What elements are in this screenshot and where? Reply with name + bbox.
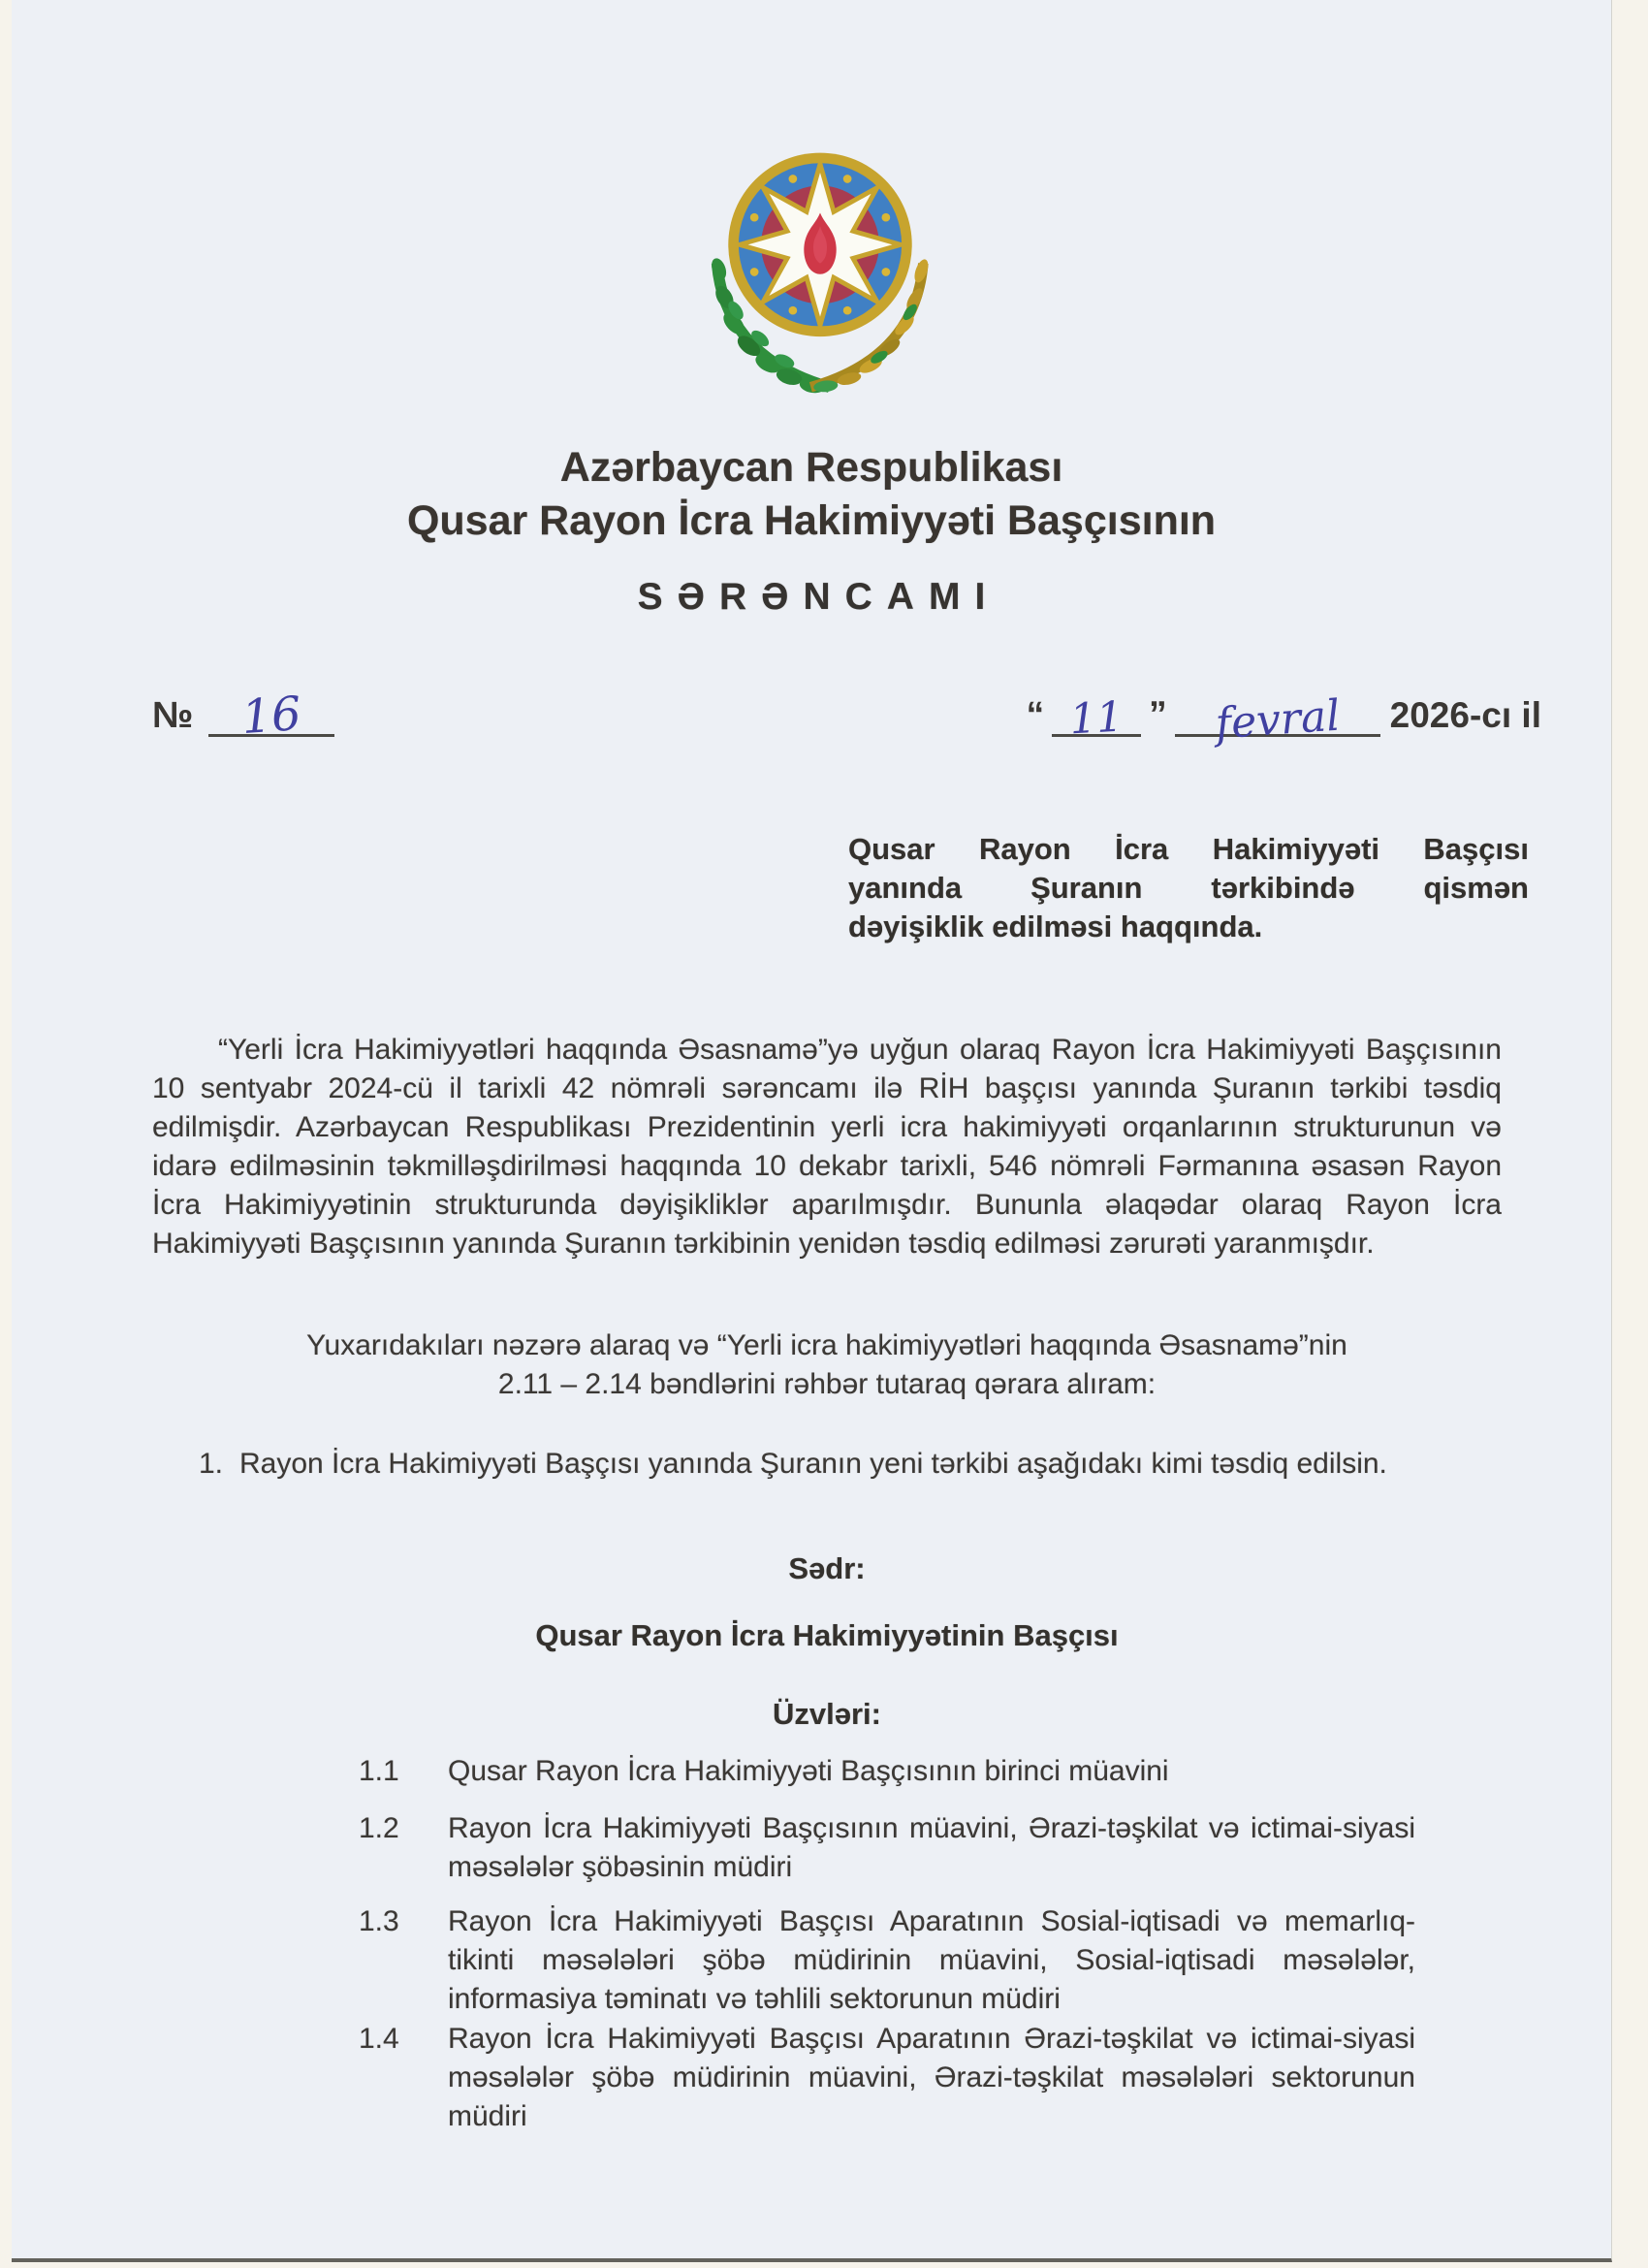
body-paragraph-1: “Yerli İcra Hakimiyyətləri haqqında Əsasnamə”yə uyğun olaraq Rayon İcra Hakimiyyəti Başçısının 10 sentyabr 2024-cü il tarixli 42 nömrəli sərəncamı ilə RİH başçısı yanında Şuranın tərkibi təsdiq edilmişdir. Azərbaycan Respublikası Prezidentinin yerli icra hakimiyyəti orqanlarının strukturunun və idarə edilməsinin təkmilləşdirilməsi haqqında 10 dekabr tarixli, 546 nömrəli Fərmanına əsasən Rayon İcra Hakimiyyətinin strukturunda dəyişikliklər aparılmışdır. Bununla əlaqədar olaraq Rayon İcra Hakimiyyəti Başçısının yanında Şuranın tərkibinin yenidən təsdiq edilməsi zərurəti yaranmışdır. (152, 1034, 1502, 1260)
member-text: Rayon İcra Hakimiyyəti Başçısı Aparatının Sosial-iqtisadi və memarlıq-tikinti məsələləri şöbə müdirinin müavini, Sosial-iqtisadi məsələlər, informasiya təminatı və təhlili sektorunun müdiri (448, 1905, 1415, 2015)
members-list (359, 1752, 1415, 2136)
org-name-line2: Qusar Rayon İcra Hakimiyyəti Başçısının (406, 497, 1217, 544)
decision-item-1-text: Rayon İcra Hakimiyyəti Başçısı yanında Şuranın yeni tərkibi aşağıdakı kimi təsdiq edilsin. (239, 1448, 1387, 1480)
subject-line-3: dəyişiklik edilməsi haqqında. (848, 910, 1263, 943)
member-number: 1.2 (359, 1812, 399, 1844)
document-header (12, 441, 1611, 623)
date-day-value: 11 (1068, 692, 1125, 745)
member-number: 1.3 (359, 1905, 399, 1937)
member-item-1-1 (359, 1752, 1415, 1791)
decision-item-1-number: 1. (199, 1448, 224, 1480)
document-number-underline (208, 686, 334, 746)
date-close-quote: ” (1149, 694, 1167, 734)
chairman-heading: Sədr: (788, 1551, 866, 1585)
document-type-title: SƏRƏNCAMI (637, 576, 1000, 618)
body-paragraph-2 (152, 1326, 1502, 1404)
azerbaijan-coat-of-arms-emblem (708, 142, 933, 423)
org-name-line1: Azərbaycan Respublikası (559, 444, 1063, 491)
members-heading: Üzvləri: (773, 1697, 881, 1731)
member-item-1-2 (359, 1809, 1415, 1887)
member-text: Rayon İcra Hakimiyyəti Başçısının müavini, Ərazi-təşkilat və ictimai-siyasi məsələlər şöbəsinin müdiri (448, 1812, 1415, 1883)
member-number: 1.1 (359, 1755, 399, 1787)
subject-line-2: yanında Şuranın tərkibində qismən (848, 871, 1529, 905)
member-item-1-3 (359, 1902, 1415, 2019)
decision-item-1 (199, 1445, 1502, 1484)
date-year: 2026-cı il (1389, 695, 1541, 735)
date-month-underline (1175, 686, 1380, 750)
member-number: 1.4 (359, 2023, 399, 2055)
decision-intro-line1: Yuxarıdakıları nəzərə alaraq və “Yerli icra hakimiyyətləri haqqında Əsasnamə”nin (306, 1329, 1347, 1361)
document-date-row (1026, 673, 1541, 750)
date-open-quote: “ (1026, 694, 1045, 734)
decision-intro-line2: 2.11 – 2.14 bəndlərini rəhbər tutaraq qərara alıram: (497, 1368, 1157, 1400)
document-number-row (152, 673, 334, 746)
member-text: Rayon İcra Hakimiyyəti Başçısı Aparatının Ərazi-təşkilat və ictimai-siyasi məsələlər şöbə müdirinin müavini, Ərazi-təşkilat məsələləri sektorunun müdiri (448, 2023, 1415, 2132)
subject-block (848, 830, 1529, 946)
subject-line-1: Qusar Rayon İcra Hakimiyyəti Başçısı (848, 832, 1529, 866)
member-item-1-4 (359, 2020, 1415, 2136)
date-day-underline (1052, 686, 1141, 745)
document-number-value: 16 (239, 686, 303, 746)
document-number-label: № (152, 695, 194, 736)
chairman-title: Qusar Rayon İcra Hakimiyyətinin Başçısı (535, 1618, 1119, 1652)
scanned-document-page (12, 0, 1612, 2262)
date-month-value: fevral (1213, 690, 1342, 750)
member-text: Qusar Rayon İcra Hakimiyyəti Başçısının birinci müavini (448, 1755, 1169, 1787)
